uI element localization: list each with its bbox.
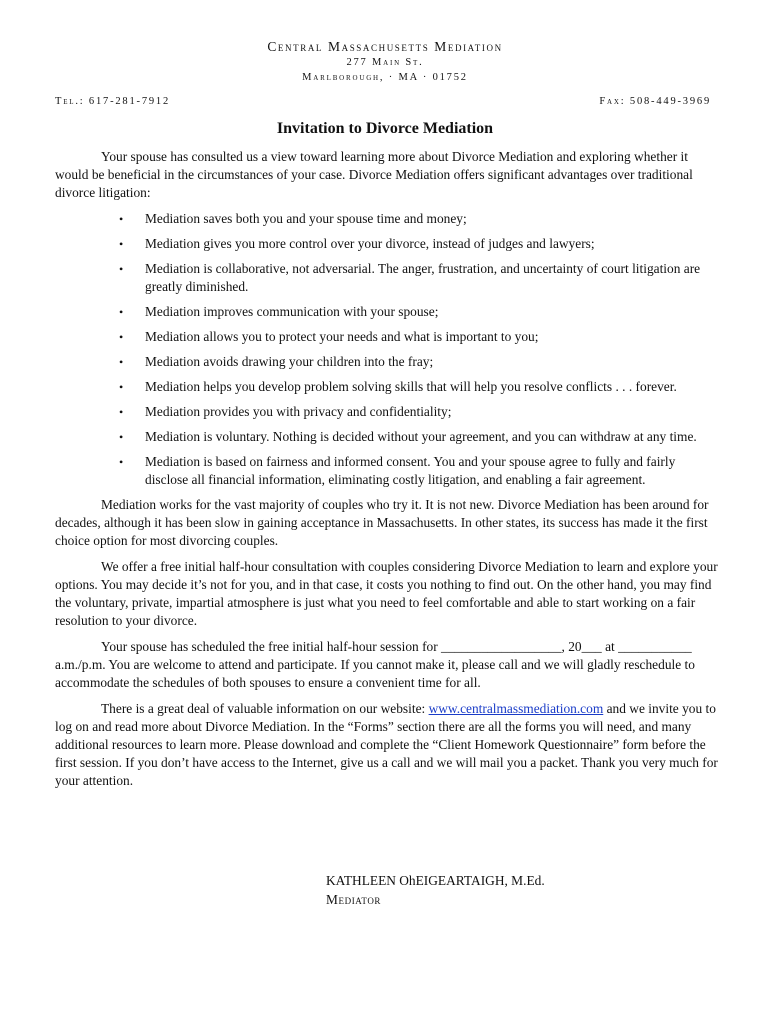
signature-block bbox=[326, 871, 545, 909]
list-item-text: Mediation allows you to protect your needs and what is important to you; bbox=[145, 329, 539, 344]
bullet-icon: • bbox=[119, 355, 124, 369]
list-item-text: Mediation is collaborative, not adversarial. The anger, frustration, and uncertainty of court litigation are greatly diminished. bbox=[145, 261, 701, 294]
bullet-icon: • bbox=[119, 380, 124, 394]
letter-body bbox=[55, 148, 719, 798]
fax: Fax: 508-449-3969 bbox=[599, 96, 711, 107]
list-item bbox=[55, 210, 719, 228]
list-item-text: Mediation is voluntary. Nothing is decided without your agreement, and you can withdraw at any time. bbox=[145, 429, 697, 444]
list-item-text: Mediation provides you with privacy and confidentiality; bbox=[145, 404, 452, 419]
bullet-icon: • bbox=[119, 430, 124, 444]
list-item-text: Mediation helps you develop problem solving skills that will help you resolve conflicts . . . forever. bbox=[145, 379, 677, 394]
benefits-list bbox=[55, 210, 719, 489]
list-item-text: Mediation avoids drawing your children into the fray; bbox=[145, 354, 434, 369]
signatory-name: KATHLEEN OhEIGEARTAIGH, M.Ed. bbox=[326, 873, 545, 888]
bullet-icon: • bbox=[119, 237, 124, 251]
letter-title: Invitation to Divorce Mediation bbox=[276, 120, 494, 137]
bullet-icon: • bbox=[119, 330, 124, 344]
org-name: Central Massachusetts Mediation bbox=[267, 39, 503, 54]
scheduled-paragraph: Your spouse has scheduled the free initial half-hour session for __________________, 20___ at ___________ a.m./p.m. You are welcome to attend and participate. If you cannot make it, please call and we will gladly reschedule to accommodate the schedules of both spouses to ensure a convenient time for all. bbox=[55, 639, 695, 690]
address-line-1: 277 Main St. bbox=[346, 57, 424, 68]
list-item bbox=[55, 260, 719, 296]
website-link[interactable]: www.centralmassmediation.com bbox=[428, 701, 604, 716]
bullet-icon: • bbox=[119, 262, 124, 276]
intro-paragraph: Your spouse has consulted us a view toward learning more about Divorce Mediation and exploring whether it would be beneficial in the circumstances of your case. Divorce Mediation offers significant advantages over traditional divorce litigation: bbox=[55, 149, 693, 200]
list-item bbox=[55, 328, 719, 346]
list-item bbox=[55, 453, 719, 489]
signatory-role: Mediator bbox=[326, 892, 382, 907]
bullet-icon: • bbox=[119, 212, 124, 226]
list-item-text: Mediation gives you more control over your divorce, instead of judges and lawyers; bbox=[145, 236, 595, 251]
list-item bbox=[55, 428, 719, 446]
telephone: Tel.: 617-281-7912 bbox=[55, 96, 171, 107]
list-item bbox=[55, 303, 719, 321]
address-line-2: Marlborough, · MA · 01752 bbox=[302, 72, 468, 83]
list-item bbox=[55, 353, 719, 371]
bullet-icon: • bbox=[119, 455, 124, 469]
bullet-icon: • bbox=[119, 305, 124, 319]
list-item bbox=[55, 378, 719, 396]
website-text-before: There is a great deal of valuable information on our website: bbox=[101, 701, 429, 716]
list-item bbox=[55, 235, 719, 253]
website-paragraph bbox=[55, 700, 719, 790]
website-text-after: and we invite you to log on and read more about Divorce Mediation. In the “Forms” section there are all the forms you will need, and many additional resources to learn more. Please download and complete the “Client Homework Questionnaire” form before the first session. If you don’t have access to the Internet, give us a call and we will mail you a packet. Thank you very much for your attention. bbox=[55, 701, 718, 788]
list-item-text: Mediation saves both you and your spouse time and money; bbox=[145, 211, 467, 226]
list-item bbox=[55, 403, 719, 421]
list-item-text: Mediation improves communication with your spouse; bbox=[145, 304, 439, 319]
offer-paragraph: We offer a free initial half-hour consultation with couples considering Divorce Mediation to learn and explore your options. You may decide it’s not for you, and in that case, it costs you nothing to find out. On the other hand, you may find the voluntary, private, impartial atmosphere is just what you need to feel comfortable and able to start working on a fair resolution to your divorce. bbox=[55, 559, 718, 628]
works-paragraph: Mediation works for the vast majority of couples who try it. It is not new. Divorce Mediation has been around for decades, although it has been slow in gaining acceptance in Massachusetts. In other states, its success has made it the first choice option for most divorcing couples. bbox=[55, 497, 709, 548]
list-item-text: Mediation is based on fairness and informed consent. You and your spouse agree to fully and fairly disclose all financial information, eliminating costly litigation, and enabling a fair agreement. bbox=[145, 454, 676, 487]
bullet-icon: • bbox=[119, 405, 124, 419]
